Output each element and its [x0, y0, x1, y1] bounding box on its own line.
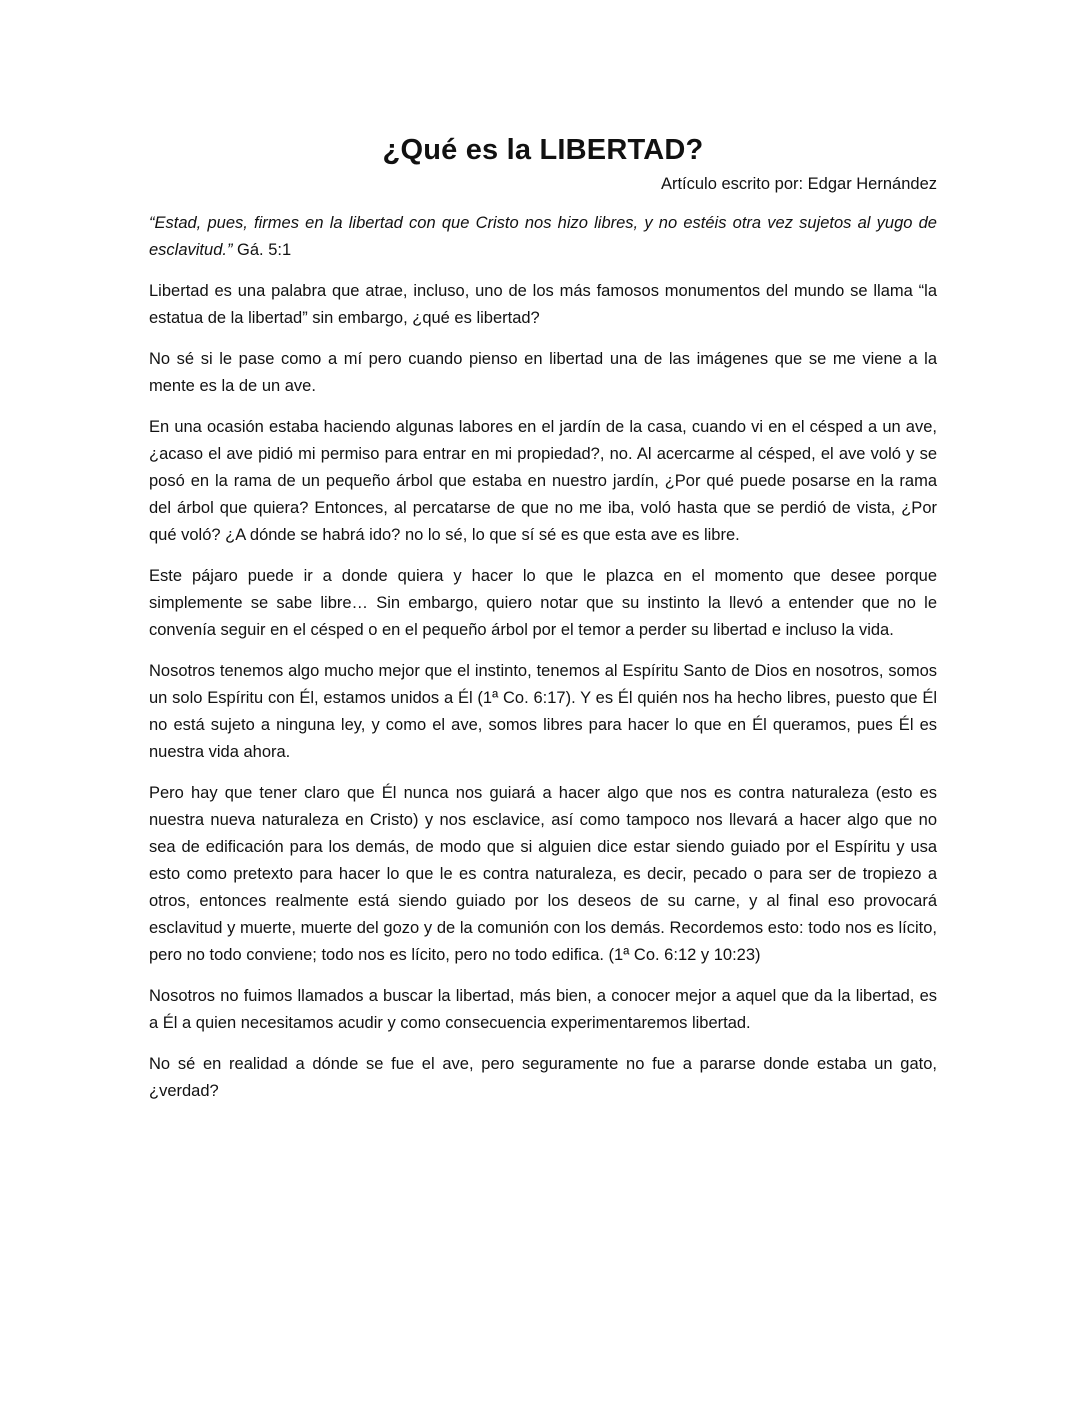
author-byline: Artículo escrito por: Edgar Hernández — [660, 175, 937, 193]
article-body — [149, 128, 937, 1119]
epigraph-reference: Gá. 5:1 — [232, 241, 292, 259]
paragraph: No sé en realidad a dónde se fue el ave, pero seguramente no fue a pararse donde estaba un gato, ¿verdad? — [149, 1055, 937, 1100]
epigraph — [149, 210, 937, 264]
paragraph: Nosotros tenemos algo mucho mejor que el instinto, tenemos al Espíritu Santo de Dios en nosotros, somos un solo Espíritu con Él, estamos unidos a Él (1ª Co. 6:17). Y es Él quién nos ha hecho libres, puesto que Él no está sujeto a ninguna ley, y como el ave, somos libres para hacer lo que en Él queramos, pues Él es nuestra vida ahora. — [149, 662, 937, 761]
paragraph: Pero hay que tener claro que Él nunca nos guiará a hacer algo que nos es contra naturaleza (esto es nuestra nueva naturaleza en Cristo) y nos esclavice, así como tampoco nos llevará a hacer algo que no sea de edificación para los demás, de modo que si alguien dice estar siendo guiado por el Espíritu y usa esto como pretexto para hacer lo que le es contra naturaleza, es decir, pecado o para ser de tropiezo a otros, entonces realmente está siendo guiado por los deseos de su carne, y al final eso provocará esclavitud y muerte, muerte del gozo y de la comunión con los demás. Recordemos esto: todo nos es lícito, pero no todo conviene; todo nos es lícito, pero no todo edifica. (1ª Co. 6:12 y 10:23) — [149, 784, 937, 964]
paragraph: En una ocasión estaba haciendo algunas labores en el jardín de la casa, cuando vi en el césped a un ave, ¿acaso el ave pidió mi permiso para entrar en mi propiedad?, no. Al acercarme al césped, el ave voló y se posó en la rama de un pequeño árbol que estaba en nuestro jardín, ¿Por qué puede posarse en la rama del árbol que quiera? Entonces, al percatarse de que no me iba, voló hasta que se perdió de vista, ¿Por qué voló? ¿A dónde se habrá ido? no lo sé, lo que sí sé es que esta ave es libre. — [149, 418, 937, 544]
paragraph: Este pájaro puede ir a donde quiera y hacer lo que le plazca en el momento que desee porque simplemente se sabe libre… Sin embargo, quiero notar que su instinto la llevó a entender que no le convenía seguir en el césped o en el pequeño árbol por el temor a perder su libertad e incluso la vida. — [149, 567, 937, 639]
paragraph: No sé si le pase como a mí pero cuando pienso en libertad una de las imágenes que se me viene a la mente es la de un ave. — [149, 350, 937, 395]
page-title: ¿Qué es la LIBERTAD? — [382, 134, 704, 166]
epigraph-quote: “Estad, pues, firmes en la libertad con que Cristo nos hizo libres, y no estéis otra vez sujetos al yugo de esclavitud.” — [149, 214, 937, 259]
paragraph: Libertad es una palabra que atrae, incluso, uno de los más famosos monumentos del mundo se llama “la estatua de la libertad” sin embargo, ¿qué es libertad? — [149, 282, 937, 327]
paragraph: Nosotros no fuimos llamados a buscar la libertad, más bien, a conocer mejor a aquel que da la libertad, es a Él a quien necesitamos acudir y como consecuencia experimentaremos libertad. — [149, 987, 937, 1032]
